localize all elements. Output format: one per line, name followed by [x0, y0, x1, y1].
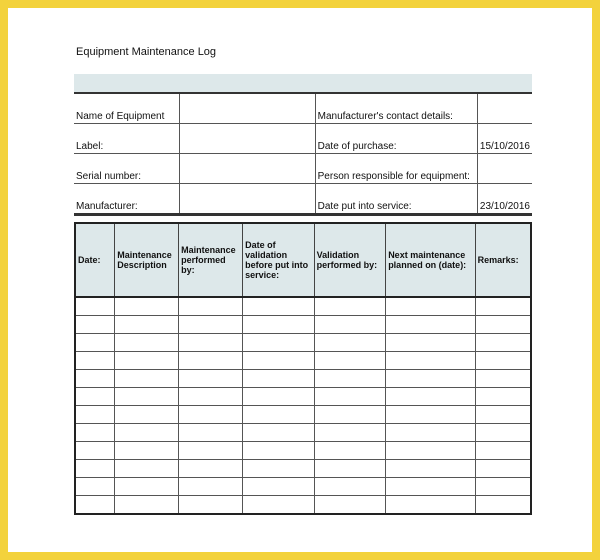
log-cell[interactable]: [386, 442, 475, 460]
log-cell[interactable]: [179, 460, 243, 478]
log-row: [75, 424, 531, 442]
log-column-header: Remarks:: [475, 223, 531, 297]
log-cell[interactable]: [314, 460, 386, 478]
log-row: [75, 406, 531, 424]
log-row: [75, 352, 531, 370]
log-cell[interactable]: [179, 442, 243, 460]
log-cell[interactable]: [475, 496, 531, 515]
log-cell[interactable]: [475, 460, 531, 478]
log-cell[interactable]: [75, 442, 115, 460]
log-cell[interactable]: [475, 352, 531, 370]
log-column-header: Maintenance Description: [115, 223, 179, 297]
log-cell[interactable]: [314, 424, 386, 442]
log-cell[interactable]: [314, 406, 386, 424]
log-cell[interactable]: [386, 406, 475, 424]
log-cell[interactable]: [75, 388, 115, 406]
log-cell[interactable]: [115, 334, 179, 352]
log-cell[interactable]: [243, 496, 315, 515]
log-cell[interactable]: [115, 297, 179, 316]
info-row: [74, 93, 532, 124]
log-cell[interactable]: [75, 334, 115, 352]
info-value-field[interactable]: [179, 184, 315, 215]
log-header-row: [75, 223, 531, 297]
info-label: Date put into service:: [315, 184, 477, 215]
info-label: Serial number:: [74, 154, 179, 184]
log-cell[interactable]: [115, 406, 179, 424]
log-cell[interactable]: [115, 370, 179, 388]
log-cell[interactable]: [475, 388, 531, 406]
info-label: Label:: [74, 124, 179, 154]
log-cell[interactable]: [386, 316, 475, 334]
log-row: [75, 334, 531, 352]
info-row: [74, 124, 532, 154]
log-cell[interactable]: [75, 478, 115, 496]
log-cell[interactable]: [115, 316, 179, 334]
log-cell[interactable]: [475, 424, 531, 442]
log-row: [75, 460, 531, 478]
log-cell[interactable]: [314, 370, 386, 388]
log-cell[interactable]: [386, 424, 475, 442]
log-cell[interactable]: [243, 388, 315, 406]
log-cell[interactable]: [179, 370, 243, 388]
log-cell[interactable]: [314, 316, 386, 334]
log-cell[interactable]: [75, 406, 115, 424]
log-cell[interactable]: [386, 496, 475, 515]
log-cell[interactable]: [115, 352, 179, 370]
info-label: Name of Equipment: [74, 93, 179, 124]
log-row: [75, 496, 531, 515]
log-cell[interactable]: [115, 478, 179, 496]
info-value-field[interactable]: 15/10/2016: [479, 141, 530, 152]
log-cell[interactable]: [314, 478, 386, 496]
log-cell[interactable]: [475, 406, 531, 424]
log-cell[interactable]: [475, 316, 531, 334]
document-sheet: [8, 8, 592, 552]
log-cell[interactable]: [75, 316, 115, 334]
log-cell[interactable]: [75, 297, 115, 316]
info-row: [74, 154, 532, 184]
info-value-field[interactable]: [477, 154, 532, 184]
log-cell[interactable]: [179, 478, 243, 496]
log-cell[interactable]: [179, 297, 243, 316]
info-label: Manufacturer's contact details:: [315, 93, 477, 124]
log-cell[interactable]: [243, 352, 315, 370]
log-cell[interactable]: [179, 406, 243, 424]
info-value-field[interactable]: 23/10/2016: [479, 201, 530, 212]
log-cell[interactable]: [179, 352, 243, 370]
log-cell[interactable]: [243, 424, 315, 442]
log-cell[interactable]: [386, 388, 475, 406]
log-cell[interactable]: [75, 496, 115, 515]
info-value-field[interactable]: [179, 154, 315, 184]
log-cell[interactable]: [475, 334, 531, 352]
log-cell[interactable]: [179, 316, 243, 334]
log-cell[interactable]: [179, 388, 243, 406]
log-column-header: Maintenance performed by:: [179, 223, 243, 297]
log-cell[interactable]: [386, 352, 475, 370]
log-cell[interactable]: [115, 388, 179, 406]
log-cell[interactable]: [243, 316, 315, 334]
log-cell[interactable]: [386, 478, 475, 496]
info-label: Date of purchase:: [315, 124, 477, 154]
log-cell[interactable]: [115, 460, 179, 478]
log-cell[interactable]: [475, 370, 531, 388]
equipment-info-table: [74, 92, 532, 216]
log-row: [75, 316, 531, 334]
log-cell[interactable]: [314, 442, 386, 460]
info-value-field[interactable]: [179, 93, 315, 124]
log-cell[interactable]: [314, 297, 386, 316]
log-cell[interactable]: [386, 297, 475, 316]
log-column-header: Next maintenance planned on (date):: [386, 223, 475, 297]
log-cell[interactable]: [75, 352, 115, 370]
header-band: [74, 74, 532, 92]
log-cell[interactable]: [243, 478, 315, 496]
info-label: Person responsible for equipment:: [315, 154, 477, 184]
info-value-field[interactable]: [477, 93, 532, 124]
log-cell[interactable]: [243, 442, 315, 460]
log-cell[interactable]: [475, 478, 531, 496]
log-cell[interactable]: [75, 460, 115, 478]
log-row: [75, 478, 531, 496]
log-row: [75, 370, 531, 388]
log-cell[interactable]: [179, 496, 243, 515]
maintenance-log-table: [74, 222, 532, 515]
log-cell[interactable]: [75, 424, 115, 442]
log-cell[interactable]: [314, 352, 386, 370]
log-cell[interactable]: [115, 424, 179, 442]
log-cell[interactable]: [115, 496, 179, 515]
log-cell[interactable]: [75, 370, 115, 388]
log-row: [75, 388, 531, 406]
info-row: [74, 184, 532, 215]
document-title: Equipment Maintenance Log: [76, 46, 217, 58]
log-cell[interactable]: [243, 460, 315, 478]
log-row: [75, 442, 531, 460]
log-cell[interactable]: [314, 334, 386, 352]
log-cell[interactable]: [179, 334, 243, 352]
log-cell[interactable]: [314, 388, 386, 406]
log-cell[interactable]: [475, 442, 531, 460]
log-column-header: Date:: [75, 223, 115, 297]
log-cell[interactable]: [179, 424, 243, 442]
log-cell[interactable]: [243, 370, 315, 388]
log-column-header: Validation performed by:: [314, 223, 386, 297]
log-cell[interactable]: [386, 460, 475, 478]
info-label: Manufacturer:: [74, 184, 179, 215]
log-cell[interactable]: [243, 297, 315, 316]
log-cell[interactable]: [243, 406, 315, 424]
log-cell[interactable]: [386, 334, 475, 352]
log-column-header: Date of validation before put into service:: [243, 223, 315, 297]
log-cell[interactable]: [386, 370, 475, 388]
log-cell[interactable]: [243, 334, 315, 352]
info-value-field[interactable]: [179, 124, 315, 154]
log-cell[interactable]: [115, 442, 179, 460]
log-cell[interactable]: [475, 297, 531, 316]
log-cell[interactable]: [314, 496, 386, 515]
log-row: [75, 297, 531, 316]
